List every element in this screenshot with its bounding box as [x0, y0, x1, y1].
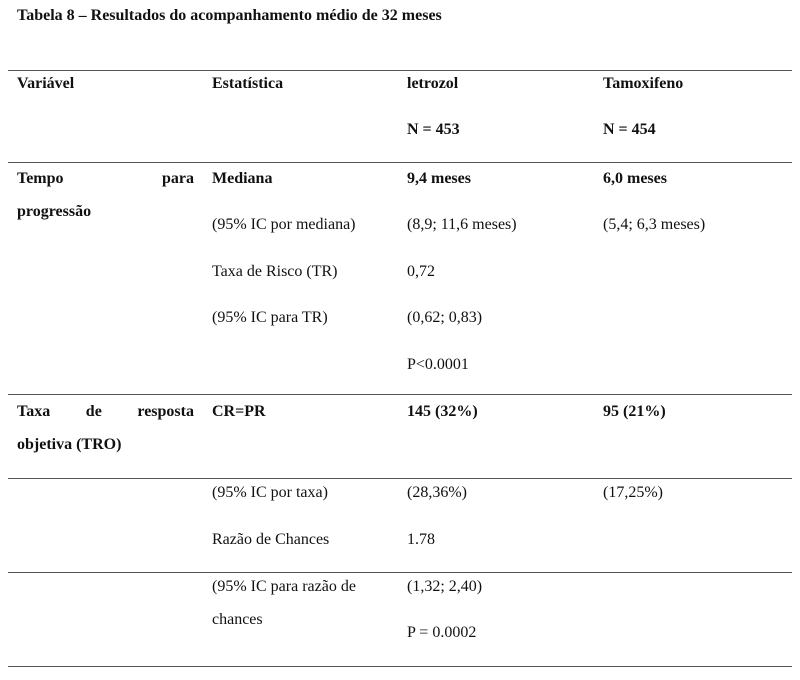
stat-label: (95% IC por mediana): [212, 216, 356, 233]
letrozol-value: (1,32; 2,40): [407, 578, 483, 595]
variable-word: Tempo: [17, 170, 64, 187]
variable-tro-line1: [17, 402, 194, 422]
tamoxifeno-value: 95 (21%): [603, 403, 666, 420]
tamoxifeno-value: 6,0 meses: [603, 170, 667, 187]
table-title: Tabela 8 – Resultados do acompanhamento médio de 32 meses: [17, 7, 442, 24]
header-bottom-rule: [8, 162, 792, 163]
row-separator: [8, 478, 792, 479]
header-variavel: Variável: [17, 75, 75, 92]
header-letrozol: letrozol: [407, 75, 459, 92]
letrozol-value: P = 0.0002: [407, 624, 477, 641]
header-tamoxifeno: Tamoxifeno: [603, 75, 684, 92]
row-separator: [8, 572, 792, 573]
stat-label: Taxa de Risco (TR): [212, 263, 338, 280]
tamoxifeno-value: (17,25%): [603, 484, 663, 501]
variable-word: resposta: [137, 403, 194, 420]
header-estatistica: Estatística: [212, 75, 284, 92]
stat-label: (95% IC por taxa): [212, 484, 328, 501]
letrozol-value: (28,36%): [407, 484, 467, 501]
letrozol-value: (8,9; 11,6 meses): [407, 216, 517, 233]
stat-label: chances: [212, 611, 263, 628]
stat-label: (95% IC para TR): [212, 309, 328, 326]
variable-word: de: [85, 403, 102, 420]
stat-label: Razão de Chances: [212, 531, 330, 548]
variable-word: para: [162, 170, 194, 187]
letrozol-value: 9,4 meses: [407, 170, 471, 187]
table-bottom-rule: [8, 666, 792, 667]
stat-label: (95% IC para razão de: [212, 578, 356, 595]
stat-label: CR=PR: [212, 403, 266, 420]
letrozol-value: P<0.0001: [407, 356, 469, 373]
tamoxifeno-value: (5,4; 6,3 meses): [603, 216, 706, 233]
letrozol-value: 145 (32%): [407, 403, 478, 420]
letrozol-value: 0,72: [407, 263, 435, 280]
letrozol-value: 1.78: [407, 531, 435, 548]
variable-word: Taxa: [17, 403, 51, 420]
table-top-rule: [8, 70, 792, 71]
header-letrozol-n: N = 453: [407, 121, 460, 138]
row-separator: [8, 394, 792, 395]
letrozol-value: (0,62; 0,83): [407, 309, 483, 326]
stat-label: Mediana: [212, 170, 273, 187]
variable-tro-line2: objetiva (TRO): [17, 436, 122, 453]
variable-tempo-line2: progressão: [17, 203, 92, 220]
variable-tempo-line1: [17, 169, 194, 189]
header-tamoxifeno-n: N = 454: [603, 121, 656, 138]
